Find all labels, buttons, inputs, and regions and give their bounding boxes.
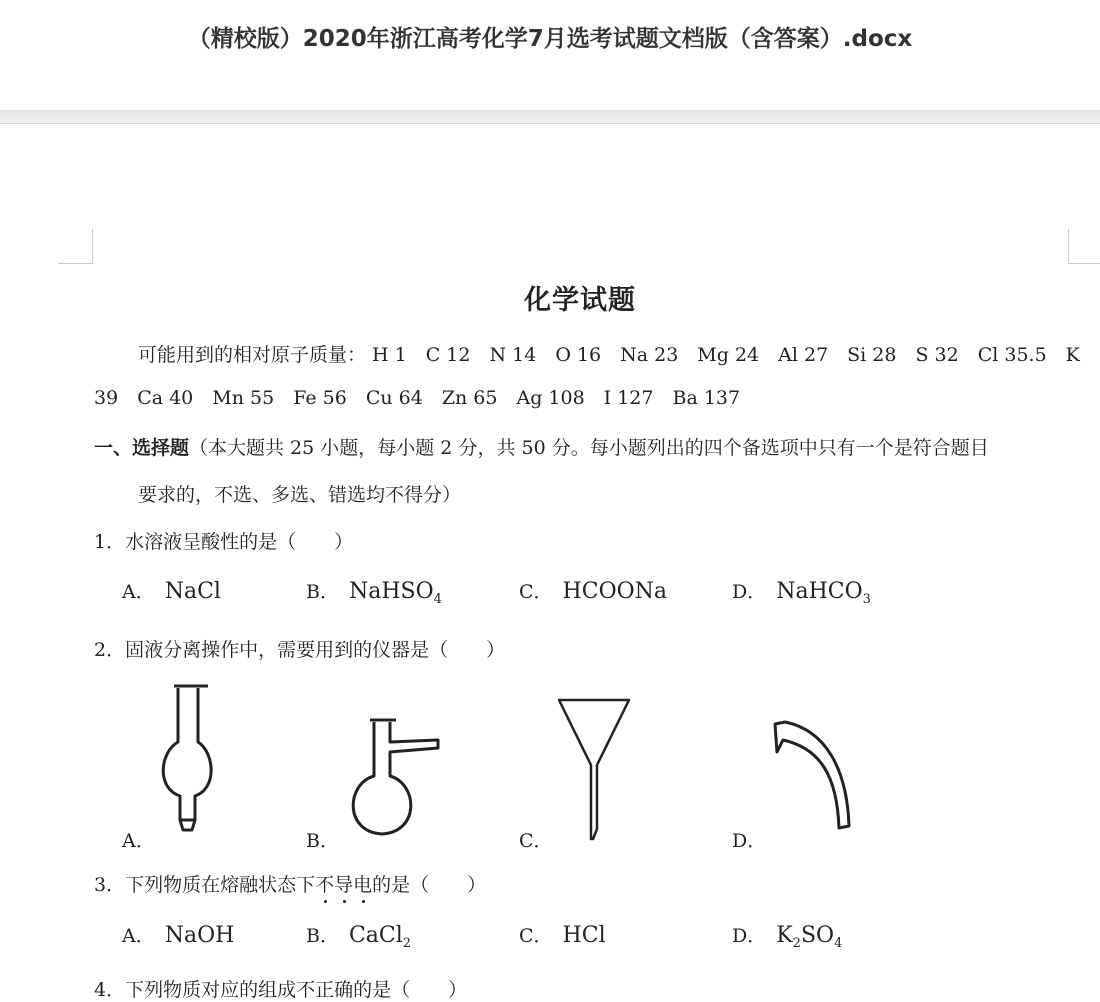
section-title: 一、选择题 (94, 437, 190, 459)
question-1 (94, 527, 353, 554)
option-subscript: 4 (834, 936, 843, 951)
q1-option-b[interactable] (306, 577, 442, 607)
q2-option-c-label: C． (519, 830, 553, 852)
question-emphasis (315, 874, 372, 896)
q2-option-d-label: D． (732, 830, 767, 852)
option-formula: NaOH (164, 923, 235, 948)
distillation-flask-icon[interactable] (340, 712, 450, 842)
option-letter: B． (306, 581, 339, 603)
atomic-mass-k-value: 39 (94, 387, 119, 409)
option-formula: NaCl (164, 579, 221, 604)
atomic-mass-na: Na 23 (620, 344, 679, 366)
option-letter: D． (732, 581, 767, 603)
question-text-after: 的是（ ） (372, 874, 487, 896)
q1-option-a[interactable] (122, 577, 221, 604)
question-text: 水溶液呈酸性的是（ ） (125, 531, 354, 553)
question-text: 下列物质对应的组成不正确的是（ ） (125, 979, 468, 1001)
funnel-icon[interactable] (555, 697, 635, 845)
atomic-mass-c: C 12 (425, 344, 471, 366)
option-formula: HCl (562, 923, 606, 948)
atomic-mass-line-1 (138, 340, 1080, 367)
atomic-mass-s: S 32 (915, 344, 959, 366)
question-number: 1． (94, 531, 126, 553)
section-heading (94, 433, 989, 460)
option-formula: NaHSO (348, 579, 434, 604)
q3-option-c[interactable] (519, 921, 606, 948)
q3-option-d[interactable] (732, 921, 842, 951)
option-letter: B． (306, 925, 339, 947)
page-heading: 化学试题 (524, 285, 636, 316)
margin-corner-right (1068, 229, 1100, 264)
q2-option-b-label: B． (306, 830, 339, 852)
q3-option-b[interactable] (306, 921, 411, 951)
margin-corner-left (58, 229, 93, 264)
atomic-mass-line-2 (94, 387, 759, 409)
q2-option-a-label: A． (122, 830, 155, 852)
atomic-mass-ca: Ca 40 (137, 387, 194, 409)
q1-option-c[interactable] (519, 577, 667, 604)
atomic-mass-ba: Ba 137 (672, 387, 741, 409)
q3-option-a[interactable] (122, 921, 234, 948)
option-subscript: 4 (433, 592, 442, 607)
atomic-mass-mn: Mn 55 (212, 387, 275, 409)
atomic-mass-fe: Fe 56 (293, 387, 347, 409)
section-instructions: （本大题共 25 小题，每小题 2 分，共 50 分。每小题列出的四个备选项中只有一个是符合题目 (189, 437, 989, 459)
option-formula: CaCl (348, 923, 403, 948)
option-subscript: 2 (792, 936, 801, 951)
option-letter: A． (122, 581, 155, 603)
emphasis-char-2: 导 (334, 874, 354, 896)
atomic-mass-al: Al 27 (778, 344, 829, 366)
atomic-mass-mg: Mg 24 (697, 344, 760, 366)
option-subscript: 2 (402, 936, 412, 951)
emphasis-char-3: 电 (353, 874, 373, 896)
option-letter: C． (519, 581, 553, 603)
question-text-before: 下列物质在熔融状态下 (125, 874, 316, 896)
document-title: （精校版）2020年浙江高考化学7月选考试题文档版（含答案）.docx (187, 26, 913, 52)
atomic-mass-si: Si 28 (847, 344, 897, 366)
atomic-mass-cu: Cu 64 (365, 387, 423, 409)
atomic-mass-k: K (1065, 344, 1080, 366)
question-4 (94, 975, 467, 1002)
atomic-mass-intro: 可能用到的相对原子质量： (138, 344, 367, 366)
question-2 (94, 635, 505, 662)
atomic-mass-i: I 127 (603, 387, 654, 409)
atomic-mass-cl: Cl 35.5 (977, 344, 1047, 366)
option-subscript: 3 (862, 592, 871, 607)
question-number: 4． (94, 979, 126, 1001)
bulb-pipette-icon[interactable] (150, 680, 230, 840)
atomic-mass-ag: Ag 108 (516, 387, 585, 409)
atomic-mass-zn: Zn 65 (441, 387, 498, 409)
option-letter: A． (122, 925, 155, 947)
question-number: 3． (94, 874, 126, 896)
atomic-mass-n: N 14 (489, 344, 537, 366)
option-letter: D． (732, 925, 767, 947)
question-3 (94, 870, 486, 897)
section-instructions-cont: 要求的，不选、多选、错选均不得分） (138, 484, 462, 506)
option-formula: NaHCO (776, 579, 863, 604)
question-text: 固液分离操作中，需要用到的仪器是（ ） (125, 639, 506, 661)
option-formula: HCOONa (562, 579, 668, 604)
option-formula: K (776, 923, 793, 948)
option-letter: C． (519, 925, 553, 947)
q1-option-d[interactable] (732, 577, 871, 607)
bent-tube-icon[interactable] (765, 718, 855, 833)
atomic-mass-h: H 1 (372, 344, 407, 366)
page-gap-band (0, 110, 1100, 124)
title-bar (0, 0, 1100, 110)
question-number: 2． (94, 639, 126, 661)
atomic-mass-o: O 16 (555, 344, 602, 366)
emphasis-char-1: 不 (315, 874, 335, 896)
option-formula: SO (800, 923, 835, 948)
